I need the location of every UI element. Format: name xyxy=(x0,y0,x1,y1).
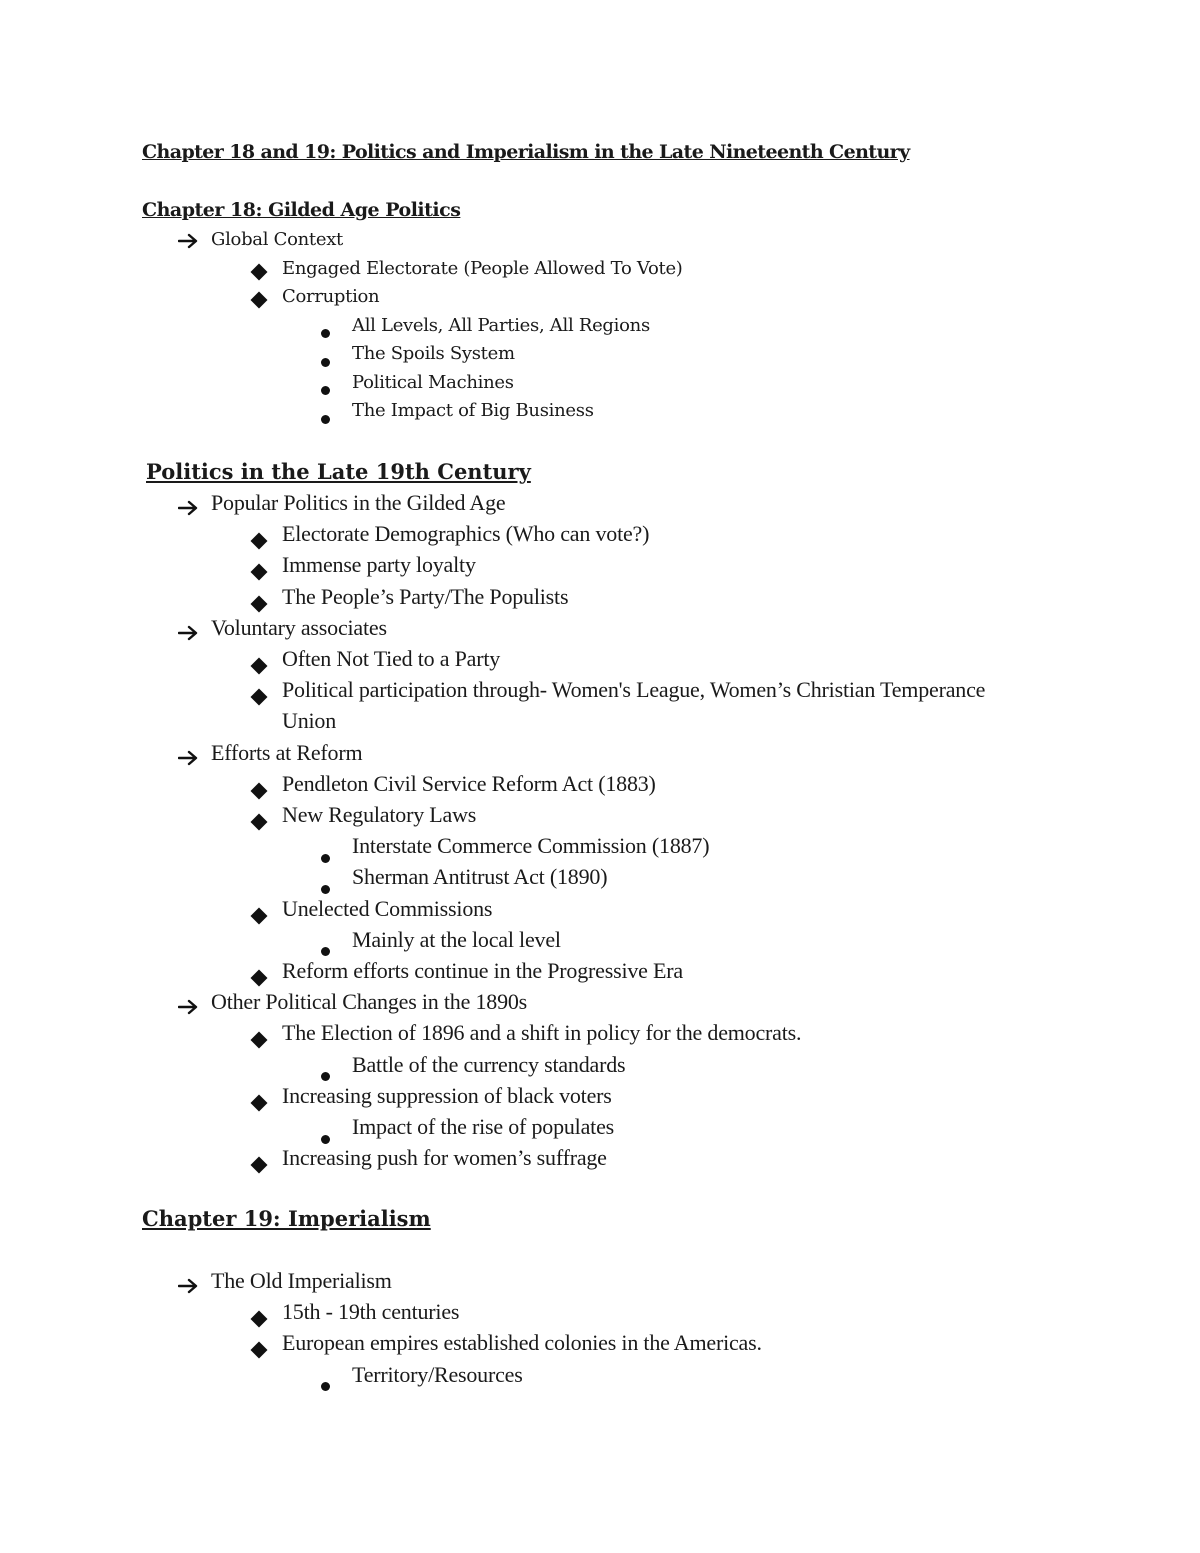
list-item xyxy=(0,552,1200,583)
diamond-bullet xyxy=(253,262,265,283)
dot-icon xyxy=(321,1135,330,1144)
list-item-text: The People’s Party/The Populists xyxy=(282,583,569,609)
arrow-bullet xyxy=(178,1274,200,1300)
arrow-icon xyxy=(178,750,200,766)
list-item xyxy=(0,1083,1200,1114)
diamond-bullet xyxy=(253,290,265,311)
list-item-text: Electorate Demographics (Who can vote?) xyxy=(282,521,650,547)
list-item-text: Impact of the rise of populates xyxy=(352,1114,614,1139)
list-item xyxy=(0,1299,1200,1330)
arrow-bullet xyxy=(178,746,200,772)
list-item-text: Territory/Resources xyxy=(352,1361,523,1387)
list-item xyxy=(0,315,1200,344)
dot-bullet xyxy=(321,322,330,343)
section-heading: Chapter 18: Gilded Age Politics xyxy=(142,199,461,221)
list-item-text: Battle of the currency standards xyxy=(352,1051,626,1077)
list-item xyxy=(0,490,1200,521)
list-item-text: Immense party loyalty xyxy=(282,552,476,578)
section-heading: Chapter 19: Imperialism xyxy=(142,1206,431,1231)
dot-icon xyxy=(321,329,330,338)
list-item xyxy=(0,958,1200,989)
diamond-icon xyxy=(251,1032,268,1049)
diamond-bullet xyxy=(253,683,265,709)
list-item xyxy=(0,1268,1200,1299)
list-item xyxy=(0,864,1200,895)
dot-icon xyxy=(321,947,330,956)
list-item-text: Sherman Antitrust Act (1890) xyxy=(352,864,608,890)
list-item-text: Pendleton Civil Service Reform Act (1883) xyxy=(282,770,656,796)
diamond-bullet xyxy=(253,1089,265,1115)
list-item-text: New Regulatory Laws xyxy=(282,802,477,827)
list-item-text: Unelected Commissions xyxy=(282,895,493,921)
diamond-icon xyxy=(251,689,268,706)
dot-bullet xyxy=(321,379,330,400)
list-item-text: Other Political Changes in the 1890s xyxy=(211,989,528,1015)
list-item-text: European empires established colonies in the Americas. xyxy=(282,1330,762,1356)
section-heading: Politics in the Late 19th Century xyxy=(146,459,531,484)
diamond-bullet xyxy=(253,777,265,803)
diamond-icon xyxy=(251,814,268,831)
list-item-text: Reform efforts continue in the Progressive Era xyxy=(282,958,683,983)
arrow-icon xyxy=(178,233,200,249)
diamond-bullet xyxy=(253,558,265,584)
list-item-text: Political Machines xyxy=(352,371,514,393)
list-item xyxy=(0,584,1200,615)
list-item-text: Political participation through- Women's League, Women’s Christian Temperance xyxy=(282,677,986,703)
diamond-icon xyxy=(251,292,268,309)
list-item xyxy=(0,258,1200,287)
list-item xyxy=(0,677,1200,708)
list-item xyxy=(0,286,1200,315)
dot-icon xyxy=(321,1072,330,1081)
arrow-icon xyxy=(178,1278,200,1294)
arrow-icon xyxy=(178,999,200,1015)
diamond-bullet xyxy=(253,590,265,616)
diamond-bullet xyxy=(253,527,265,553)
list-item xyxy=(0,372,1200,401)
diamond-bullet xyxy=(253,1305,265,1331)
diamond-icon xyxy=(251,595,268,612)
arrow-bullet xyxy=(178,995,200,1021)
list-item xyxy=(0,1362,1200,1393)
diamond-icon xyxy=(251,1157,268,1174)
list-item-text: Increasing suppression of black voters xyxy=(282,1082,612,1108)
list-item xyxy=(0,1330,1200,1361)
diamond-bullet xyxy=(253,652,265,678)
list-item-text: The Election of 1896 and a shift in policy for the democrats. xyxy=(282,1020,802,1046)
list-item xyxy=(0,1020,1200,1051)
dot-bullet xyxy=(321,351,330,372)
diamond-bullet xyxy=(253,1151,265,1177)
list-item xyxy=(0,927,1200,958)
list-item-text: Often Not Tied to a Party xyxy=(282,646,501,671)
list-item-text: Engaged Electorate (People Allowed To Vote) xyxy=(282,257,683,279)
diamond-bullet xyxy=(253,902,265,928)
list-item xyxy=(0,1145,1200,1176)
list-item-text: 15th - 19th centuries xyxy=(282,1299,460,1325)
dot-icon xyxy=(321,885,330,894)
dot-bullet xyxy=(321,1371,330,1397)
diamond-icon xyxy=(251,658,268,675)
diamond-icon xyxy=(251,782,268,799)
list-item-text: The Impact of Big Business xyxy=(352,400,594,421)
diamond-icon xyxy=(251,533,268,550)
arrow-bullet xyxy=(178,233,200,254)
dot-icon xyxy=(321,854,330,863)
list-item-text: Global Context xyxy=(211,229,343,250)
list-item-text: Interstate Commerce Commission (1887) xyxy=(352,833,710,859)
list-item xyxy=(0,989,1200,1020)
diamond-icon xyxy=(251,907,268,924)
list-item-text: Voluntary associates xyxy=(211,614,387,640)
list-item xyxy=(0,400,1200,429)
list-item xyxy=(0,833,1200,864)
list-item xyxy=(0,740,1200,771)
list-item-text: All Levels, All Parties, All Regions xyxy=(352,314,650,336)
list-item-text: Union xyxy=(282,708,337,734)
list-item xyxy=(0,802,1200,833)
list-item xyxy=(0,708,1200,739)
diamond-icon xyxy=(251,1342,268,1359)
arrow-bullet xyxy=(178,621,200,647)
diamond-bullet xyxy=(253,1336,265,1362)
list-item xyxy=(0,1114,1200,1145)
list-item-text: The Spoils System xyxy=(352,343,515,364)
diamond-icon xyxy=(251,1311,268,1328)
list-item-text: Mainly at the local level xyxy=(352,926,561,952)
list-item-text: Corruption xyxy=(282,286,380,307)
list-item xyxy=(0,1052,1200,1083)
list-item xyxy=(0,896,1200,927)
arrow-bullet xyxy=(178,496,200,522)
document-title: Chapter 18 and 19: Politics and Imperialism in the Late Nineteenth Century xyxy=(142,141,910,163)
diamond-icon xyxy=(251,970,268,987)
dot-icon xyxy=(321,386,330,395)
arrow-icon xyxy=(178,500,200,516)
dot-icon xyxy=(321,358,330,367)
diamond-icon xyxy=(251,564,268,581)
diamond-bullet xyxy=(253,964,265,990)
list-item xyxy=(0,521,1200,552)
diamond-icon xyxy=(251,263,268,280)
dot-icon xyxy=(321,1382,330,1391)
dot-icon xyxy=(321,415,330,424)
arrow-icon xyxy=(178,625,200,641)
list-item-text: The Old Imperialism xyxy=(211,1268,392,1293)
dot-bullet xyxy=(321,408,330,429)
list-item xyxy=(0,343,1200,372)
list-item xyxy=(0,771,1200,802)
diamond-bullet xyxy=(253,1026,265,1052)
list-item xyxy=(0,615,1200,646)
list-item-text: Efforts at Reform xyxy=(211,739,363,765)
list-item xyxy=(0,229,1200,258)
list-item-text: Increasing push for women’s suffrage xyxy=(282,1145,607,1171)
list-item-text: Popular Politics in the Gilded Age xyxy=(211,490,506,515)
diamond-bullet xyxy=(253,808,265,834)
diamond-icon xyxy=(251,1094,268,1111)
list-item xyxy=(0,646,1200,677)
